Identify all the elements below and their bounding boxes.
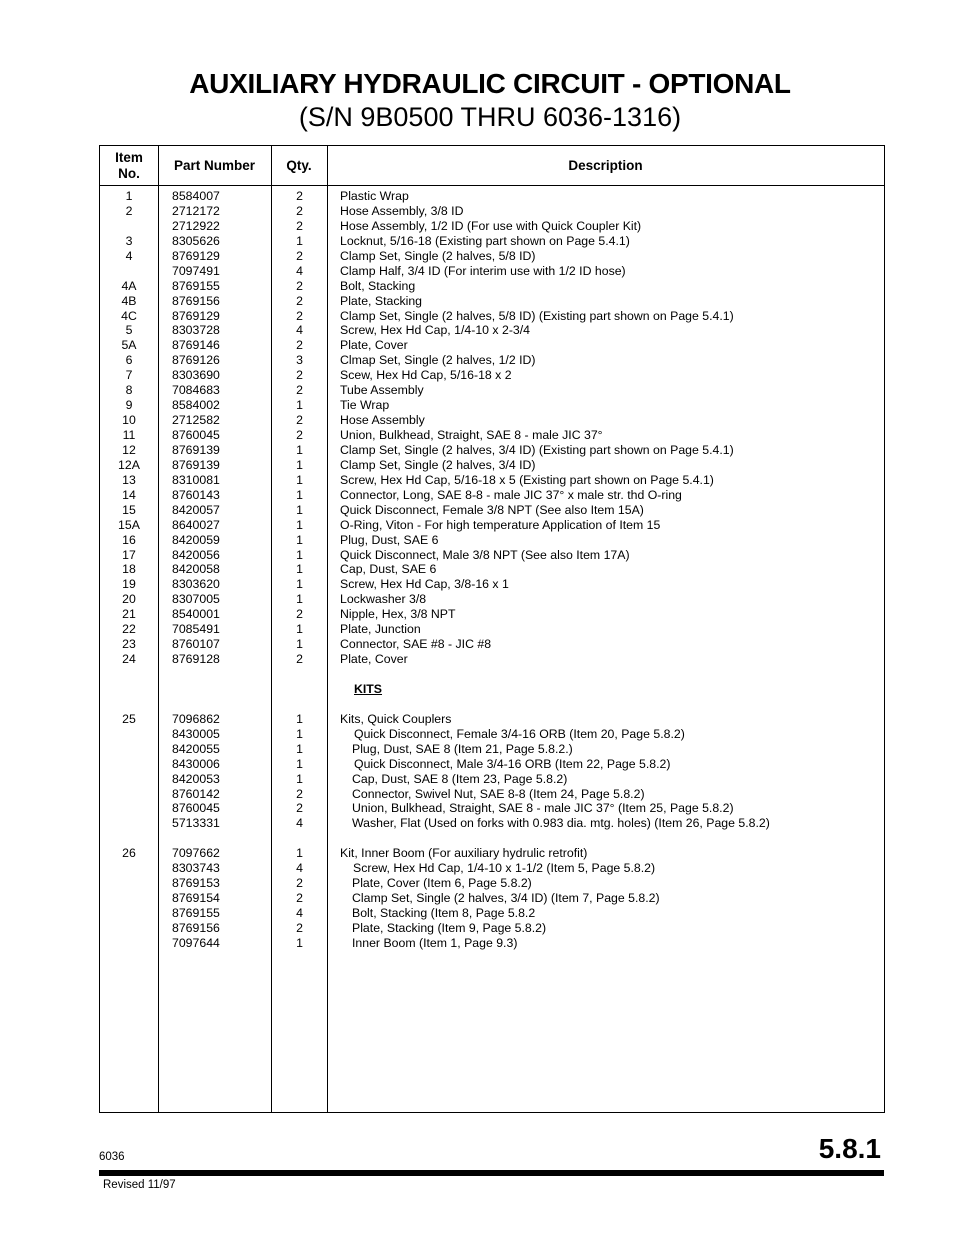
item-number: 18: [122, 562, 136, 577]
description: Connector, Swivel Nut, SAE 8-8 (Item 24, Page 5.8.2): [352, 786, 645, 801]
table-row: [100, 936, 884, 951]
item-number: 25: [122, 711, 136, 726]
part-number: 8769155: [172, 906, 220, 920]
table-row: [100, 309, 884, 324]
quantity: 1: [296, 637, 303, 652]
page-title: AUXILIARY HYDRAULIC CIRCUIT - OPTIONAL: [189, 68, 791, 99]
table-row: [100, 383, 884, 398]
description: Hose Assembly: [340, 413, 425, 428]
description: Clamp Half, 3/4 ID (For interim use with 1/2 ID hose): [340, 263, 626, 278]
description: Kits, Quick Couplers: [340, 711, 452, 726]
item-number: 15: [122, 502, 136, 517]
description: Tie Wrap: [340, 398, 390, 413]
description: Screw, Hex Hd Cap, 3/8-16 x 1: [340, 577, 509, 592]
part-number: 7084683: [172, 383, 220, 398]
table-row: [100, 503, 884, 518]
model-code: 6036: [99, 1151, 125, 1163]
description: Tube Assembly: [340, 383, 424, 398]
description: Plate, Cover (Item 6, Page 5.8.2): [352, 876, 532, 891]
column-header-item: Item No.: [115, 149, 143, 181]
description: Clamp Set, Single (2 halves, 3/4 ID) (Item 7, Page 5.8.2): [352, 891, 660, 906]
item-number: 19: [122, 577, 136, 592]
quantity: 1: [296, 741, 303, 756]
table-row: [100, 577, 884, 592]
item-number: 3: [125, 233, 133, 248]
table-row: [100, 264, 884, 279]
quantity: 2: [296, 308, 303, 323]
item-number: 6: [125, 353, 133, 368]
part-number: 8760107: [172, 637, 220, 652]
table-row: [100, 921, 884, 936]
table-row: [100, 757, 884, 772]
table-row: [100, 398, 884, 413]
quantity: 2: [296, 293, 303, 308]
part-number: 8420059: [172, 532, 220, 547]
item-number: 26: [122, 846, 136, 861]
quantity: 1: [296, 622, 303, 637]
quantity: 4: [296, 861, 303, 876]
part-number: 8303743: [172, 861, 220, 876]
part-number: 8769126: [172, 353, 220, 368]
description: Plastic Wrap: [340, 189, 409, 203]
item-number: 24: [122, 652, 136, 667]
part-number: 8305626: [172, 233, 220, 248]
part-number: 8420057: [172, 502, 220, 517]
quantity: 1: [296, 233, 303, 248]
description: Screw, Hex Hd Cap, 1/4-10 x 1-1/2 (Item 5, Page 5.8.2): [353, 861, 656, 876]
part-number: 2712172: [172, 203, 220, 218]
item-number: 16: [122, 532, 136, 547]
part-number: 8769153: [172, 876, 220, 891]
table-row: [100, 428, 884, 443]
quantity: 1: [296, 517, 303, 532]
table-row: [100, 338, 884, 353]
quantity: 1: [296, 502, 303, 517]
part-number: 8540001: [172, 607, 220, 622]
part-number: 8769129: [172, 308, 220, 323]
quantity: 1: [296, 756, 303, 771]
quantity: 2: [296, 383, 303, 398]
item-number: 2: [125, 203, 133, 218]
description: Plate, Cover: [340, 652, 408, 667]
item-number: 15A: [118, 517, 140, 532]
description: Kit, Inner Boom (For auxiliary hydrulic retrofit): [340, 846, 588, 861]
part-number: 8760143: [172, 487, 220, 502]
footer-rule: [99, 1170, 884, 1176]
table-row: [100, 323, 884, 338]
table-row: [100, 518, 884, 533]
description: Connector, SAE #8 - JIC #8: [340, 637, 492, 652]
description: Connector, Long, SAE 8-8 - male JIC 37° x male str. thd O-ring: [340, 487, 682, 502]
description: Clamp Set, Single (2 halves, 5/8 ID) (Existing part shown on Page 5.4.1): [340, 308, 734, 323]
item-number: 4B: [121, 293, 137, 308]
description: Clamp Set, Single (2 halves, 3/4 ID) (Existing part shown on Page 5.4.1): [340, 442, 734, 457]
description: KITS: [354, 681, 383, 696]
part-number: 8420053: [172, 771, 220, 786]
item-number: 22: [122, 622, 136, 637]
table-row: [100, 891, 884, 906]
description: Quick Disconnect, Female 3/8 NPT (See also Item 15A): [340, 502, 644, 517]
table-row: [100, 533, 884, 548]
table-row: [100, 204, 884, 219]
table-row: [100, 353, 884, 368]
part-number: 8769156: [172, 920, 220, 935]
item-number: 4: [125, 248, 133, 263]
item-number: 5: [125, 323, 133, 338]
item-number: 12A: [118, 457, 140, 472]
column-header-qty: Qty.: [286, 157, 312, 173]
part-number: 8769154: [172, 891, 220, 906]
quantity: 2: [296, 203, 303, 218]
quantity: 2: [296, 248, 303, 263]
part-number: 7097644: [172, 935, 220, 950]
part-number: 8760142: [172, 786, 220, 801]
part-number: 8760045: [172, 428, 220, 442]
quantity: 1: [296, 442, 303, 457]
table-row: [100, 473, 884, 488]
revision-date: Revised 11/97: [103, 1179, 176, 1191]
description: Bolt, Stacking: [340, 278, 416, 293]
description: O-Ring, Viton - For high temperature Application of Item 15: [340, 517, 661, 532]
quantity: 1: [296, 532, 303, 547]
part-number: 8310081: [172, 472, 220, 487]
part-number: 8420055: [172, 741, 220, 756]
description: Bolt, Stacking (Item 8, Page 5.8.2: [352, 906, 536, 920]
part-number: 8769146: [172, 338, 220, 353]
item-number: 23: [122, 637, 136, 652]
part-number: 8420058: [172, 562, 220, 577]
part-number: 8769139: [172, 442, 220, 457]
table-row: [100, 249, 884, 264]
part-number: 8420056: [172, 547, 220, 562]
item-number: 11: [122, 428, 136, 442]
item-number: 8: [125, 383, 133, 398]
part-number: 8584007: [172, 189, 220, 203]
quantity: 1: [296, 487, 303, 502]
table-row: [100, 772, 884, 787]
table-row: [100, 697, 884, 712]
description: Plate, Stacking: [340, 293, 423, 308]
description: Plate, Junction: [340, 622, 421, 637]
quantity: 4: [296, 323, 303, 338]
part-number: 8769156: [172, 293, 220, 308]
part-number: 8303620: [172, 577, 220, 592]
part-number: 7096862: [172, 711, 220, 726]
quantity: 2: [296, 218, 303, 233]
description: Locknut, 5/16-18 (Existing part shown on Page 5.4.1): [340, 233, 630, 248]
description: Union, Bulkhead, Straight, SAE 8 - male JIC 37°: [340, 428, 603, 442]
quantity: 4: [296, 263, 303, 278]
table-row: [100, 622, 884, 637]
table-row: [100, 727, 884, 742]
quantity: 3: [296, 353, 303, 368]
part-number: 8307005: [172, 592, 220, 607]
description: Washer, Flat (Used on forks with 0.983 dia. mtg. holes) (Item 26, Page 5.8.2): [352, 816, 770, 831]
quantity: 2: [296, 920, 303, 935]
description: Quick Disconnect, Female 3/4-16 ORB (Item 20, Page 5.8.2): [354, 726, 685, 741]
item-number: 12: [122, 442, 136, 457]
table-row: [100, 861, 884, 876]
header-divider: [100, 185, 884, 186]
quantity: 1: [296, 771, 303, 786]
page-subtitle: (S/N 9B0500 THRU 6036-1316): [298, 102, 682, 132]
part-number: 8584002: [172, 398, 220, 413]
table-row: [100, 846, 884, 861]
description: Plate, Cover: [340, 338, 408, 353]
quantity: 2: [296, 338, 303, 353]
quantity: 2: [296, 652, 303, 667]
quantity: 2: [296, 428, 303, 442]
table-row: [100, 712, 884, 727]
part-number: 7085491: [172, 622, 220, 637]
quantity: 1: [296, 592, 303, 607]
item-number: 5A: [121, 338, 137, 353]
table-row: [100, 562, 884, 577]
table-row: [100, 294, 884, 309]
table-row: [100, 637, 884, 652]
item-number: 20: [122, 592, 136, 607]
description: Plug, Dust, SAE 6: [340, 532, 439, 547]
part-number: 8303728: [172, 323, 220, 338]
description: Plate, Stacking (Item 9, Page 5.8.2): [352, 920, 547, 935]
description: Hose Assembly, 3/8 ID: [340, 203, 464, 218]
table-row: [100, 876, 884, 891]
quantity: 1: [296, 562, 303, 577]
item-number: 13: [122, 472, 136, 487]
part-number: 2712922: [172, 218, 220, 233]
quantity: 1: [296, 457, 303, 472]
description: Lockwasher 3/8: [340, 592, 427, 607]
table-row: [100, 548, 884, 563]
part-number: 8769128: [172, 652, 220, 667]
quantity: 2: [296, 876, 303, 891]
quantity: 2: [296, 189, 303, 203]
quantity: 2: [296, 368, 303, 383]
description: Plug, Dust, SAE 8 (Item 21, Page 5.8.2.): [352, 741, 573, 756]
part-number: 7097662: [172, 846, 220, 861]
parts-table: [99, 145, 885, 1113]
quantity: 2: [296, 891, 303, 906]
table-row: [100, 458, 884, 473]
description: Quick Disconnect, Male 3/8 NPT (See also Item 17A): [340, 547, 630, 562]
quantity: 1: [296, 935, 303, 950]
table-row: [100, 592, 884, 607]
description: Screw, Hex Hd Cap, 5/16-18 x 5 (Existing part shown on Page 5.4.1): [340, 472, 714, 487]
item-number: 9: [125, 398, 133, 413]
table-row: [100, 801, 884, 816]
quantity: 4: [296, 906, 303, 920]
description: Cap, Dust, SAE 6: [340, 562, 437, 577]
item-number: 14: [122, 487, 136, 502]
item-number: 21: [122, 607, 136, 622]
description: Scew, Hex Hd Cap, 5/16-18 x 2: [340, 368, 512, 383]
item-number: 17: [122, 547, 136, 562]
part-number: 8430006: [172, 756, 220, 771]
table-row: [100, 413, 884, 428]
column-header-description: Description: [568, 157, 643, 173]
table-row: [100, 189, 884, 204]
table-row: [100, 682, 884, 697]
table-row: [100, 787, 884, 802]
table-row: [100, 219, 884, 234]
table-row: [100, 368, 884, 383]
table-row: [100, 652, 884, 667]
table-row: [100, 443, 884, 458]
quantity: 1: [296, 472, 303, 487]
quantity: 1: [296, 711, 303, 726]
part-number: 8769139: [172, 457, 220, 472]
table-row: [100, 279, 884, 294]
part-number: 8640027: [172, 517, 220, 532]
quantity: 2: [296, 801, 303, 816]
quantity: 1: [296, 846, 303, 861]
description: Clamp Set, Single (2 halves, 5/8 ID): [340, 248, 536, 263]
description: Union, Bulkhead, Straight, SAE 8 - male JIC 37° (Item 25, Page 5.8.2): [352, 801, 734, 816]
part-number: 8769155: [172, 278, 220, 293]
item-number: 1: [125, 189, 133, 203]
table-row: [100, 234, 884, 249]
quantity: 1: [296, 726, 303, 741]
quantity: 1: [296, 547, 303, 562]
item-number: 4A: [121, 278, 137, 293]
description: Clmap Set, Single (2 halves, 1/2 ID): [340, 353, 536, 368]
description: Nipple, Hex, 3/8 NPT: [340, 607, 456, 622]
quantity: 1: [296, 577, 303, 592]
part-number: 2712582: [172, 413, 220, 428]
part-number: 8769129: [172, 248, 220, 263]
column-header-part-number: Part Number: [173, 157, 256, 173]
description: Hose Assembly, 1/2 ID (For use with Quick Coupler Kit): [340, 218, 642, 233]
quantity: 2: [296, 786, 303, 801]
quantity: 4: [296, 816, 303, 831]
item-number: 7: [125, 368, 133, 383]
description: Screw, Hex Hd Cap, 1/4-10 x 2-3/4: [340, 323, 531, 338]
quantity: 2: [296, 413, 303, 428]
table-row: [100, 607, 884, 622]
table-row: [100, 667, 884, 682]
page-number: 5.8.1: [818, 1133, 881, 1164]
quantity: 2: [296, 607, 303, 622]
part-number: 7097491: [172, 263, 220, 278]
parts-rows: [100, 189, 884, 951]
description: Quick Disconnect, Male 3/4-16 ORB (Item 22, Page 5.8.2): [354, 756, 671, 771]
description: Clamp Set, Single (2 halves, 3/4 ID): [340, 457, 536, 472]
table-row: [100, 906, 884, 921]
part-number: 5713331: [172, 816, 220, 831]
item-number: 10: [122, 413, 136, 428]
part-number: 8430005: [172, 726, 220, 741]
item-number: 4C: [121, 308, 137, 323]
table-row: [100, 488, 884, 503]
table-row: [100, 831, 884, 846]
part-number: 8760045: [172, 801, 220, 816]
quantity: 2: [296, 278, 303, 293]
part-number: 8303690: [172, 368, 220, 383]
description: Cap, Dust, SAE 8 (Item 23, Page 5.8.2): [352, 771, 568, 786]
quantity: 1: [296, 398, 303, 413]
table-row: [100, 816, 884, 831]
description: Inner Boom (Item 1, Page 9.3): [352, 935, 518, 950]
table-row: [100, 742, 884, 757]
